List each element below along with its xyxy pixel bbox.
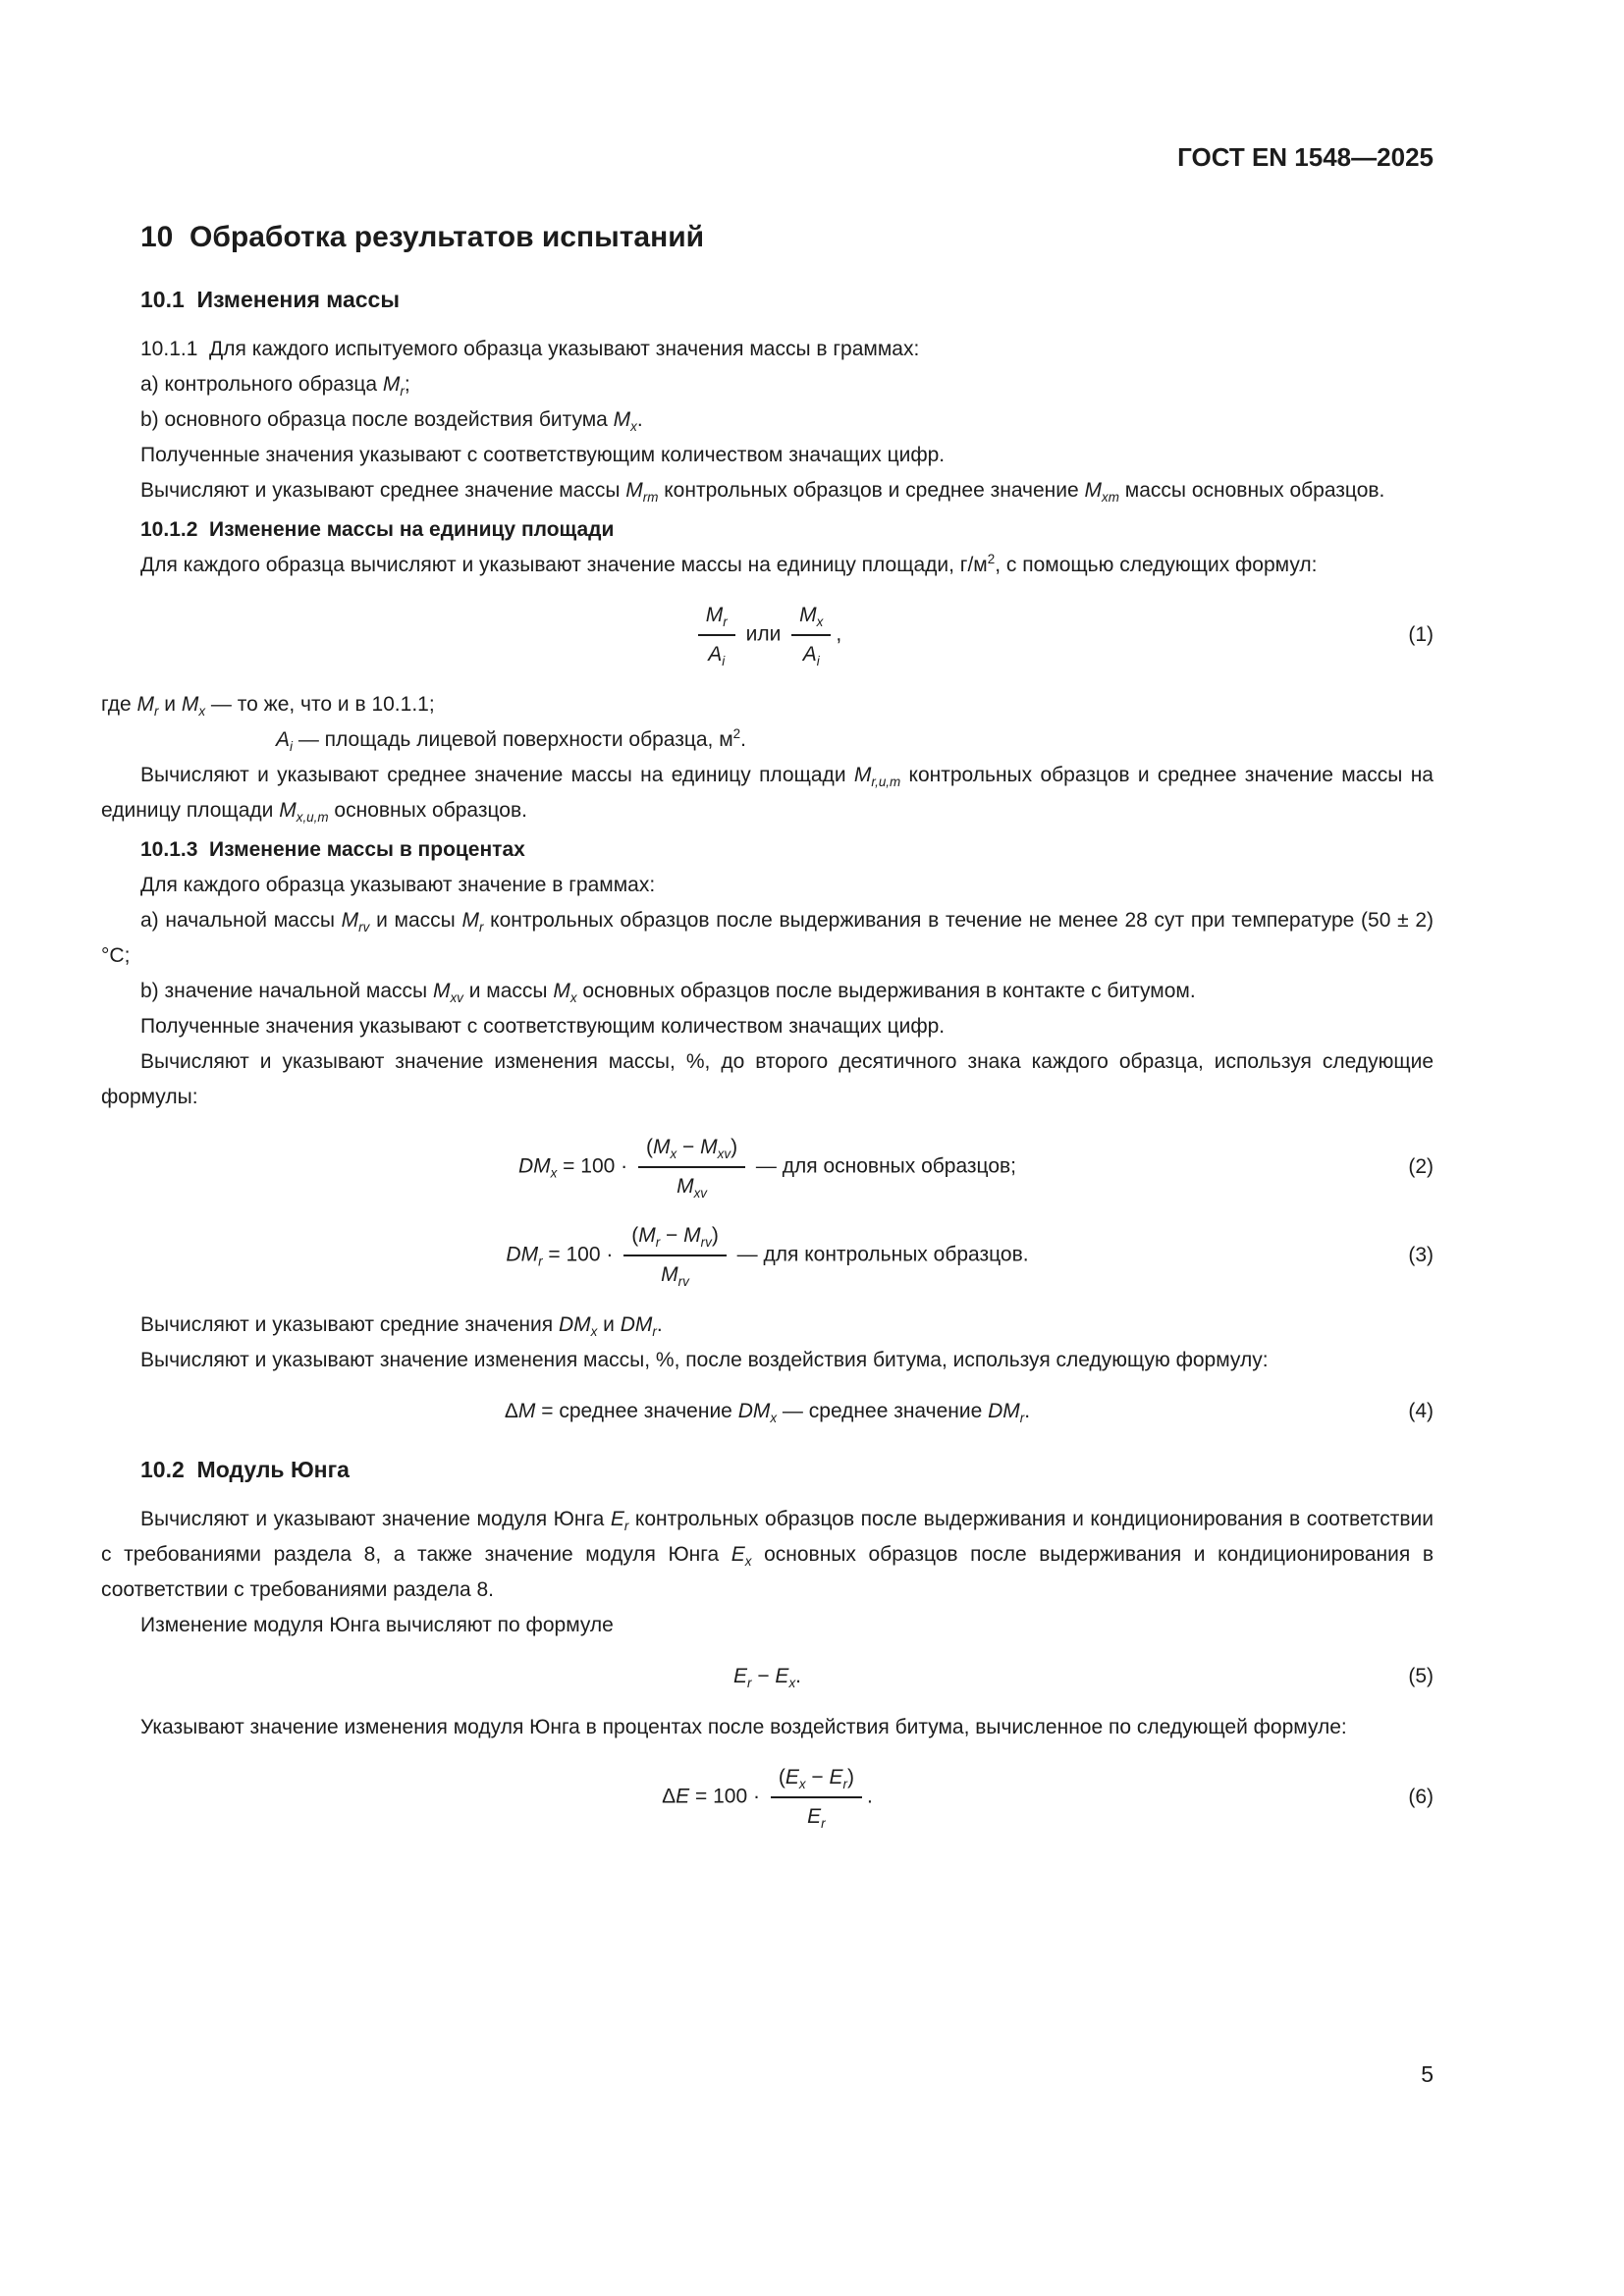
subscript: xm — [1102, 490, 1119, 506]
text-run: M — [613, 408, 631, 431]
paragraph: Изменение модуля Юнга вычисляют по формуле — [140, 1614, 614, 1636]
document-header: ГОСТ EN 1548—2025 — [1177, 142, 1434, 172]
text-run: DM — [558, 1313, 591, 1336]
subscript: x — [198, 704, 206, 720]
paragraph: Вычисляют и указывают среднее значение массы на единицу площади $M_{r,u,m}$ контрольных образцов и среднее значение массы на единицу площади $M_{x,u,m}$ основных образцов. — [101, 764, 1434, 826]
text-run: M — [553, 980, 570, 1002]
fraction — [638, 1131, 745, 1203]
subscript: rm — [642, 490, 659, 506]
formula — [101, 599, 1434, 671]
subscript: rv — [677, 1274, 689, 1290]
subscript: x — [550, 1165, 558, 1181]
subscript: x — [670, 1147, 677, 1162]
subscript: r — [842, 1777, 847, 1792]
paragraph: Вычисляют и указывают значение модуля Юнга $E_r$ контрольных образцов после выдерживания и кондиционирования в соответствии с требованиями раздела 8, а также значение модуля Юнга $E_x$ основных образцов после выдерживания и кондиционирования в соответствии с требованиями раздела 8. — [101, 1508, 1434, 1601]
text-run: M — [136, 693, 154, 716]
text-run: M — [652, 1136, 671, 1158]
text-run: M — [382, 373, 401, 396]
formula-number: (5) — [1408, 1665, 1434, 1687]
formula — [101, 1219, 1434, 1292]
superscript: 2 — [732, 726, 741, 741]
fraction — [771, 1761, 862, 1834]
subscript: i — [722, 654, 726, 669]
fraction-numerator: $(M_x - M_{xv})$ — [638, 1131, 745, 1168]
paragraph: b) основного образца после воздействия битума $M_x$. — [140, 408, 643, 435]
fraction-denominator — [771, 1798, 862, 1834]
paragraph: Для каждого образца вычисляют и указывают значение массы на единицу площади, $г/м^2$, с помощью следующих формул: — [140, 552, 1318, 576]
subscript: x — [569, 990, 577, 1006]
subscript: x — [590, 1324, 598, 1340]
subscript: xv — [450, 990, 463, 1006]
subscript: x — [816, 614, 824, 630]
text-run: DM — [988, 1400, 1020, 1422]
subscript: rv — [700, 1235, 712, 1251]
fraction-denominator — [623, 1256, 727, 1292]
text-run: E — [731, 1543, 745, 1566]
formula — [101, 1761, 1434, 1834]
text-run: E — [775, 1665, 789, 1687]
text-run: A — [708, 643, 723, 666]
text-run: DM — [620, 1313, 653, 1336]
text-run: M — [341, 909, 359, 932]
section-10-1-3-heading: 10.1.3 Изменение массы в процентах — [140, 838, 525, 861]
text-run: E — [676, 1785, 690, 1808]
text-run: A — [276, 728, 291, 751]
superscript: 2 — [987, 552, 996, 566]
paragraph: Вычисляют и указывают значение изменения массы, %, до второго десятичного знака каждого образца, используя следующие формулы: — [101, 1050, 1434, 1108]
paragraph: Указывают значение изменения модуля Юнга в процентах после воздействия битума, вычисленное по следующей формуле: — [140, 1716, 1347, 1738]
formula-number: (2) — [1408, 1155, 1434, 1178]
text-run: E — [610, 1508, 624, 1530]
paragraph: b) значение начальной массы $M_{xv}$ и массы $M_x$ основных образцов после выдерживания в контакте с битумом. — [140, 980, 1196, 1006]
text-run: M — [799, 604, 817, 626]
formula-body: ΔM = среднее значение $DM_x$ — среднее значение $DM_r$. — [504, 1400, 1031, 1426]
text-run: M — [517, 1400, 536, 1422]
text-run: M — [677, 1175, 694, 1198]
subscript: r — [747, 1676, 752, 1691]
subscript: x — [770, 1411, 778, 1426]
text-run: M — [661, 1263, 678, 1286]
subscript: x — [798, 1777, 806, 1792]
formula — [101, 1659, 1434, 1694]
fraction — [623, 1219, 727, 1292]
paragraph: 10.1.1 Для каждого испытуемого образца указывают значения массы в граммах: — [140, 338, 920, 360]
subscript: x — [744, 1554, 752, 1570]
subscript: i — [816, 654, 820, 669]
formula-number: (1) — [1408, 623, 1434, 646]
subscript: r — [400, 384, 405, 400]
text-run: M — [432, 980, 451, 1002]
text-run: E — [807, 1805, 822, 1828]
text-run: Δ — [662, 1785, 677, 1808]
fraction-denominator — [698, 636, 735, 671]
fraction-numerator: $(E_x - E_r)$ — [771, 1761, 862, 1798]
paragraph: a) начальной массы $M_{rv}$ и массы $M_r$ контрольных образцов после выдерживания в течение не менее 28 сут при температуре (50 ± 2) °C; — [101, 909, 1434, 967]
formula-body: $\frac{M_r}{A_i}$ или $\frac{M_x}{A_i}$ , — [693, 599, 841, 671]
subscript: i — [290, 739, 294, 755]
subscript: r — [652, 1324, 657, 1340]
text-run: M — [705, 604, 724, 626]
subscript: r — [538, 1254, 543, 1269]
fraction-numerator: $(M_r - M_{rv})$ — [623, 1219, 727, 1256]
formula-number: (3) — [1408, 1244, 1434, 1266]
subscript: x — [630, 419, 637, 435]
section-10-heading: 10 Обработка результатов испытаний — [140, 221, 705, 253]
formula — [101, 1131, 1434, 1203]
text-run: E — [829, 1766, 843, 1789]
section-10-1-heading: 10.1 Изменения массы — [140, 287, 400, 312]
paragraph: a) контрольного образца $M_r$; — [140, 373, 410, 400]
text-run: M — [461, 909, 479, 932]
subscript: r — [1019, 1411, 1025, 1426]
subscript: r — [478, 920, 484, 935]
text-run: A — [802, 643, 817, 666]
fraction-denominator — [791, 636, 831, 671]
paragraph: где $M_r$ и $M_x$ — то же, что и в 10.1.1; — [101, 693, 435, 720]
fraction — [791, 599, 831, 671]
text-run: M — [700, 1136, 718, 1158]
formula-body: $E_r - E_x$. — [732, 1665, 801, 1691]
paragraph: Для каждого образца указывают значение в граммах: — [140, 874, 656, 896]
subscript: r — [821, 1816, 826, 1832]
text-run: DM — [517, 1154, 551, 1178]
section-10-2-heading: 10.2 Модуль Юнга — [140, 1457, 350, 1482]
paragraph: Вычисляют и указывают среднее значение массы $M_{rm}$ контрольных образцов и среднее значение $M_{xm}$ массы основных образцов. — [140, 479, 1385, 506]
formula-number: (6) — [1408, 1786, 1434, 1808]
formula-body: ΔE = 100 · $\frac{(E_x - E_r)}{E_r}$ . — [662, 1761, 873, 1834]
formula-number: (4) — [1408, 1400, 1434, 1422]
text-run: DM — [506, 1243, 539, 1266]
formula — [101, 1394, 1434, 1429]
fraction — [698, 599, 735, 671]
subscript: r — [153, 704, 159, 720]
text-run: M — [638, 1224, 656, 1247]
paragraph: Полученные значения указывают с соответствующим количеством значащих цифр. — [140, 1015, 946, 1038]
document-body — [101, 218, 1434, 1834]
section-10-1-2-heading: 10.1.2 Изменение массы на единицу площади — [140, 518, 615, 541]
fraction-numerator — [698, 599, 735, 636]
text-run: E — [732, 1665, 747, 1687]
subscript: xv — [717, 1147, 731, 1162]
paragraph: Вычисляют и указывают средние значения $DM_x$ и $DM_r$. — [140, 1313, 663, 1340]
paragraph: $A_i$ — площадь лицевой поверхности образца, $м^2$. — [276, 726, 746, 755]
paragraph: Вычисляют и указывают значение изменения массы, %, после воздействия битума, используя следующую формулу: — [140, 1349, 1269, 1371]
formula-body: $DM_x = 100$ · $\frac{(M_x - M_{xv})}{M_{xv}}$ — для основных образцов; — [518, 1131, 1016, 1203]
text-run: M — [181, 693, 199, 716]
text-run: M — [1084, 479, 1103, 502]
subscript: rv — [358, 920, 370, 935]
fraction-denominator — [638, 1168, 745, 1203]
formula-body: $DM_r = 100$ · $\frac{(M_r - M_{rv})}{M_{rv}}$ — для контрольных образцов. — [506, 1219, 1028, 1292]
page-number: 5 — [1421, 2061, 1434, 2087]
paragraph: Полученные значения указывают с соответствующим количеством значащих цифр. — [140, 444, 946, 466]
text-run: M — [625, 479, 643, 502]
text-run: M — [683, 1224, 701, 1247]
subscript: x — [788, 1676, 796, 1691]
text-run: DM — [737, 1400, 771, 1422]
text-run: E — [785, 1766, 799, 1789]
subscript: x,u,m — [296, 810, 329, 826]
text-run: M — [279, 799, 297, 822]
subscript: xv — [693, 1186, 707, 1201]
fraction-numerator — [791, 599, 831, 636]
document-content — [101, 139, 1434, 1849]
subscript: r — [723, 614, 728, 630]
subscript: r,u,m — [871, 774, 901, 790]
text-run: M — [853, 764, 872, 786]
subscript: r — [623, 1519, 629, 1534]
text-run: Δ — [504, 1400, 518, 1422]
subscript: r — [655, 1235, 661, 1251]
